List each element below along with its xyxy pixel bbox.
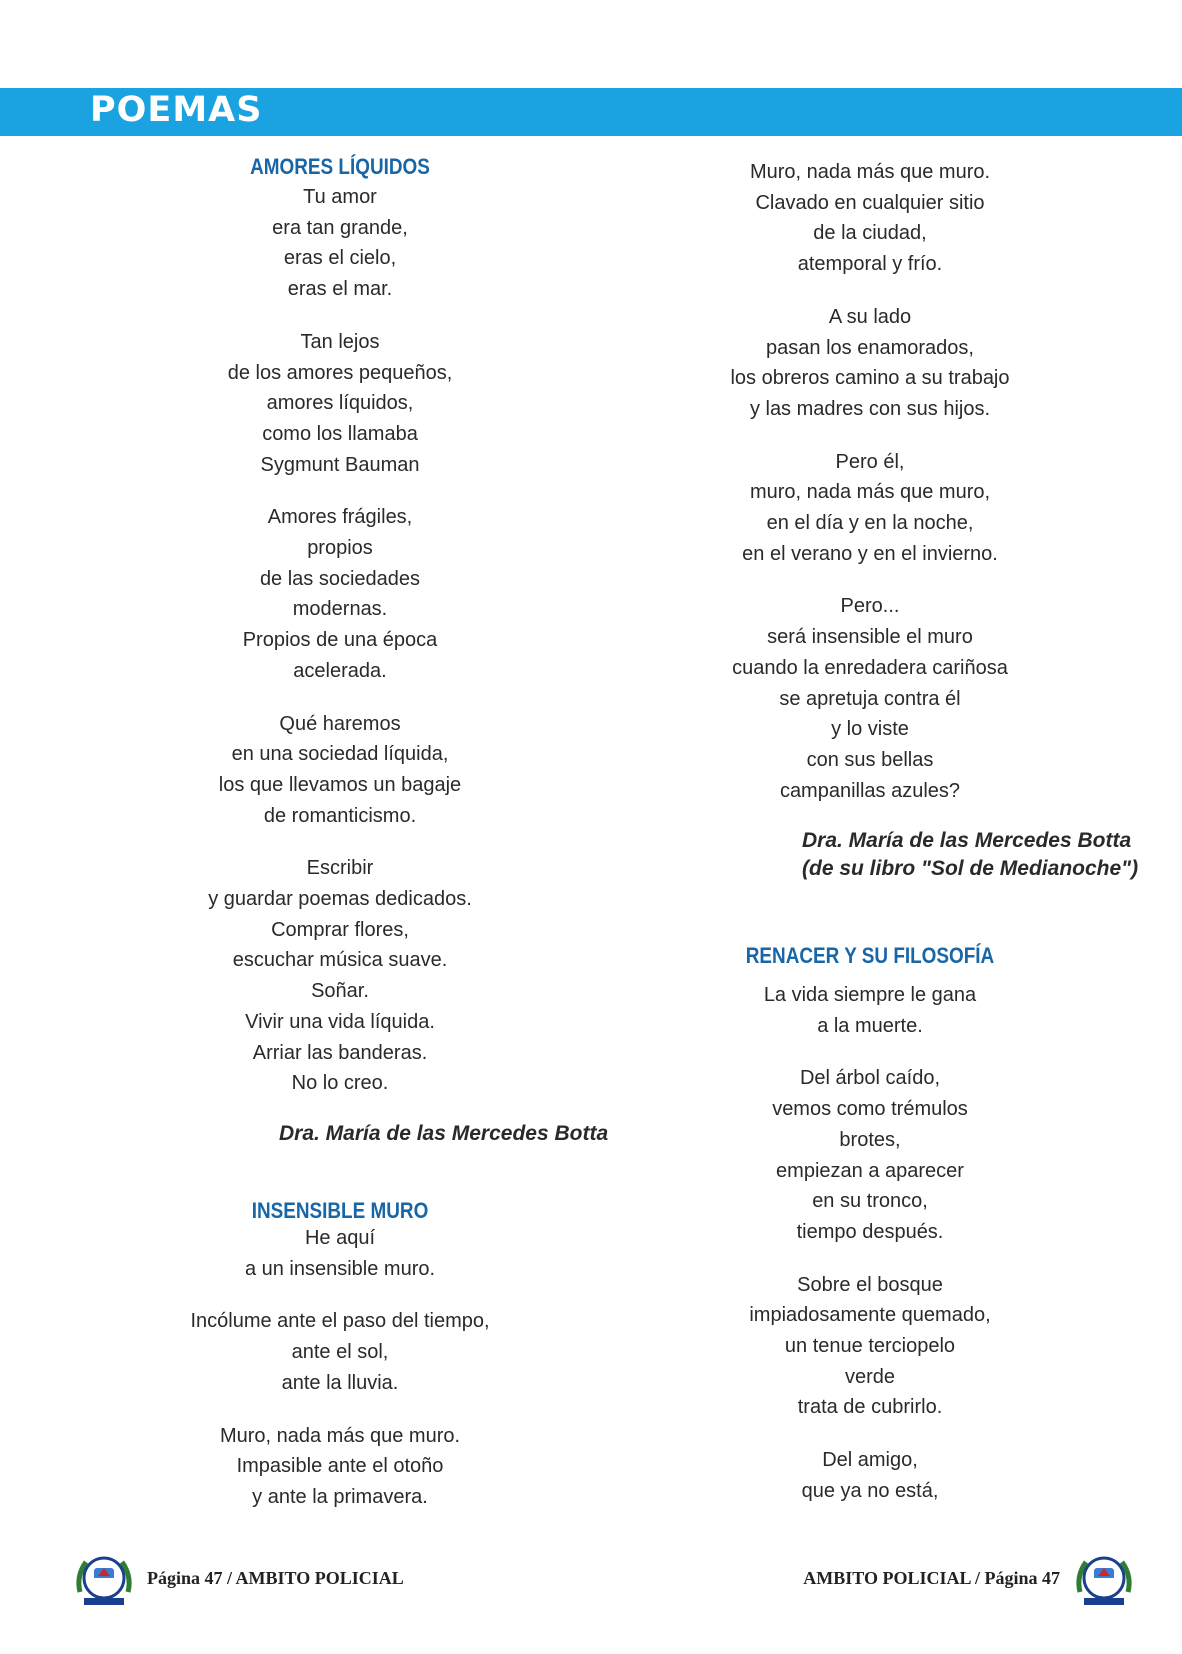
verse-line: Tan lejos [300, 330, 380, 353]
verse-line: de la ciudad, [813, 222, 927, 245]
stanza [150, 182, 530, 305]
verse-line: de los amores pequeños, [227, 361, 453, 384]
verse-line: Comprar flores, [271, 918, 409, 941]
stanza [680, 1063, 1060, 1247]
verse-line: será insensible el muro [767, 626, 973, 649]
verse-line: trata de cubrirlo. [797, 1396, 943, 1419]
verse-line: en una sociedad líquida, [231, 743, 449, 766]
verse-line: acelerada. [293, 659, 387, 682]
verse-line: empiezan a aparecer [776, 1159, 964, 1182]
verse-line: Pero... [840, 595, 900, 618]
poem-body [150, 1223, 530, 1535]
verse-line: los obreros camino a su trabajo [730, 367, 1010, 390]
stanza [680, 1445, 1060, 1506]
verse-line: brotes, [839, 1128, 901, 1151]
poem-body [150, 182, 530, 1099]
verse-line: escuchar música suave. [232, 949, 448, 972]
verse-line: Sygmunt Bauman [260, 453, 420, 476]
stanza [150, 1223, 530, 1284]
verse-line: He aquí [304, 1227, 376, 1249]
verse-line: y ante la primavera. [252, 1485, 428, 1508]
verse-line: Escribir [306, 857, 374, 880]
verse-line: No lo creo. [291, 1072, 389, 1095]
verse-line: que ya no está, [801, 1479, 939, 1502]
verse-line: propios [307, 537, 373, 560]
verse-line: Clavado en cualquier sitio [755, 191, 985, 214]
stanza [150, 327, 530, 481]
section-title: POEMAS [90, 90, 263, 130]
stanza [680, 157, 1060, 280]
verse-line: eras el mar. [287, 278, 393, 301]
verse-line: La vida siempre le gana [763, 984, 977, 1006]
stanza [150, 1306, 530, 1398]
verse-line: tiempo después. [796, 1220, 944, 1243]
verse-line: verde [844, 1365, 896, 1388]
author-name: Dra. María de las Mercedes Botta [802, 829, 1132, 852]
stanza [150, 502, 530, 686]
verse-line: era tan grande, [272, 216, 408, 239]
poem-body [680, 980, 1060, 1529]
verse-line: en su tronco, [812, 1190, 928, 1213]
verse-line: Propios de una época [242, 629, 438, 652]
poem-title: INSENSIBLE MURO [251, 1198, 429, 1223]
stanza [150, 853, 530, 1099]
police-seal-icon [1072, 1548, 1136, 1612]
verse-line: los que llevamos un bagaje [218, 773, 462, 796]
stanza [680, 302, 1060, 425]
poem-renacer [680, 941, 1060, 971]
verse-line: amores líquidos, [266, 392, 414, 415]
verse-line: eras el cielo, [283, 247, 397, 270]
verse-line: en el verano y en el invierno. [742, 542, 998, 565]
verse-line: Muro, nada más que muro. [219, 1424, 461, 1447]
poem-insensible-muro [150, 1196, 530, 1226]
verse-line: se apretuja contra él [779, 687, 961, 710]
poem-author [802, 827, 1138, 883]
poem-amores-liquidos [150, 152, 530, 1121]
verse-line: campanillas azules? [779, 779, 961, 802]
verse-line: muro, nada más que muro, [749, 481, 991, 504]
verse-line: Tu amor [303, 186, 377, 208]
verse-line: Arriar las banderas. [252, 1041, 428, 1064]
verse-line: Impasible ante el otoño [236, 1455, 444, 1478]
stanza [680, 591, 1060, 806]
stanza [680, 447, 1060, 570]
verse-line: y lo viste [831, 718, 909, 741]
verse-line: de las sociedades [259, 567, 421, 590]
verse-line: un tenue terciopelo [784, 1335, 956, 1358]
author-source: (de su libro "Sol de Medianoche") [802, 857, 1139, 880]
verse-line: cuando la enredadera cariñosa [732, 656, 1008, 679]
verse-line: Muro, nada más que muro. [749, 161, 991, 183]
verse-line: y las madres con sus hijos. [749, 397, 991, 420]
verse-line: atemporal y frío. [797, 253, 943, 276]
verse-line: Pero él, [835, 450, 905, 473]
verse-line: a la muerte. [817, 1014, 923, 1037]
verse-line: Del árbol caído, [799, 1067, 941, 1090]
poem-author: Dra. María de las Mercedes Botta [279, 1122, 609, 1145]
verse-line: Soñar. [311, 980, 369, 1003]
verse-line: impiadosamente quemado, [749, 1304, 991, 1327]
verse-line: con sus bellas [806, 748, 934, 771]
stanza [150, 1421, 530, 1513]
verse-line: Del amigo, [822, 1449, 918, 1472]
verse-line: como los llamaba [262, 422, 418, 445]
stanza [680, 1270, 1060, 1424]
verse-line: modernas. [292, 598, 388, 621]
poem-title: AMORES LÍQUIDOS [250, 154, 430, 179]
poem-title: RENACER Y SU FILOSOFÍA [745, 943, 995, 968]
footer-page-label: Página 47 / AMBITO POLICIAL [147, 1568, 404, 1588]
verse-line: Qué haremos [279, 712, 401, 735]
footer-page-label: AMBITO POLICIAL / Página 47 [803, 1568, 1060, 1588]
verse-line: ante el sol, [291, 1341, 389, 1364]
verse-line: Sobre el bosque [797, 1273, 943, 1296]
stanza [680, 980, 1060, 1041]
verse-line: A su lado [828, 305, 912, 328]
verse-line: Vivir una vida líquida. [245, 1010, 435, 1033]
police-seal-icon [72, 1548, 136, 1612]
verse-line: en el día y en la noche, [766, 512, 974, 535]
verse-line: vemos como trémulos [772, 1098, 968, 1121]
poem-body-continued [680, 157, 1060, 828]
verse-line: y guardar poemas dedicados. [208, 888, 472, 911]
stanza [150, 709, 530, 832]
verse-line: de romanticismo. [263, 804, 417, 827]
verse-line: a un insensible muro. [244, 1257, 436, 1280]
verse-line: ante la lluvia. [281, 1371, 399, 1394]
verse-line: Amores frágiles, [267, 506, 413, 529]
verse-line: pasan los enamorados, [766, 336, 974, 359]
verse-line: Incólume ante el paso del tiempo, [190, 1310, 490, 1333]
